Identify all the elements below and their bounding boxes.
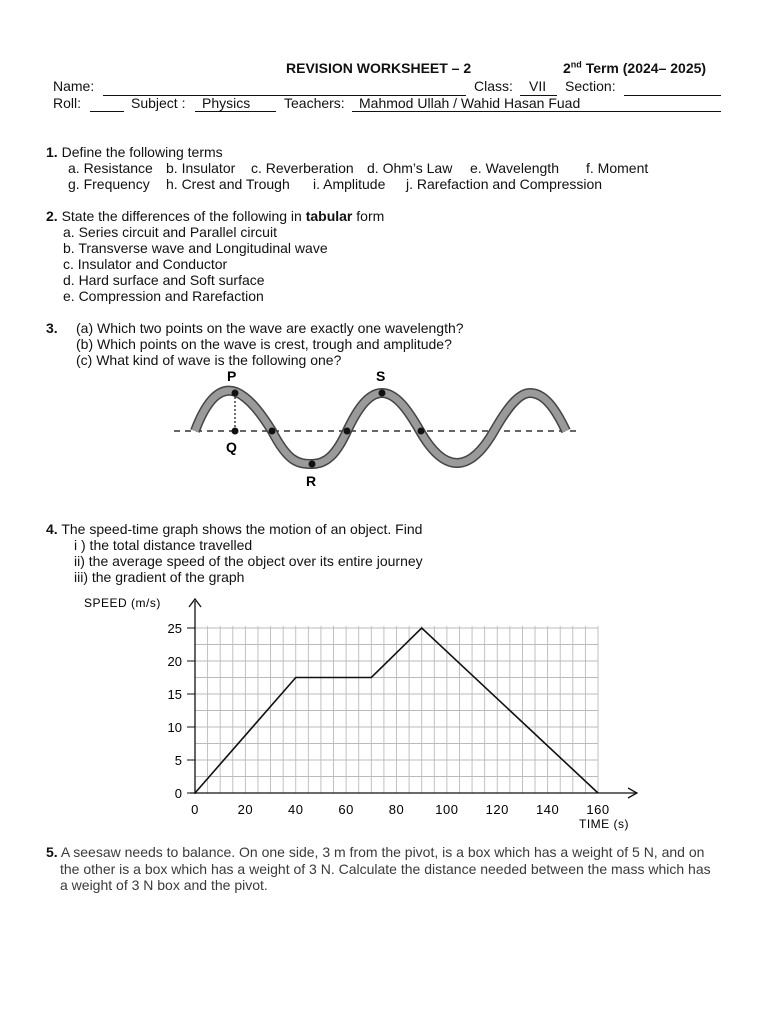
x-tick-label: 20 [237, 802, 254, 817]
teachers-label: Teachers: [284, 95, 345, 111]
q4-items [74, 537, 423, 585]
q2-items [63, 224, 328, 304]
x-tick-label: 120 [485, 802, 509, 817]
speed-time-graph [0, 588, 768, 833]
q2-item-e: e. Compression and Rarefaction [63, 288, 264, 304]
term-superscript: nd [570, 59, 582, 70]
question-2 [46, 208, 384, 224]
q4-item-ii: ii) the average speed of the object over its entire journey [74, 553, 423, 569]
section-line [624, 95, 721, 96]
wave-ribbon [195, 391, 566, 464]
q4-item-i: i ) the total distance travelled [74, 537, 253, 553]
node-point-1 [269, 428, 276, 435]
x-tick-label: 160 [586, 802, 610, 817]
y-tick-label: 5 [174, 753, 182, 768]
y-tick-label: 10 [167, 720, 182, 735]
q1-number: 1. [46, 144, 58, 160]
x-tick-label: 140 [536, 802, 560, 817]
x-tick-label: 100 [435, 802, 459, 817]
q1-term-e: e. Wavelength [470, 160, 559, 176]
q4-prompt: The speed-time graph shows the motion of an object. Find [61, 521, 423, 537]
label-p: P [227, 368, 237, 384]
roll-line [90, 111, 124, 112]
label-q: Q [226, 439, 237, 455]
q2-item-a: a. Series circuit and Parallel circuit [63, 224, 277, 240]
subject-label: Subject : [131, 95, 186, 111]
roll-label: Roll: [53, 95, 82, 111]
y-tick-label: 25 [167, 621, 182, 636]
x-tick-label: 80 [388, 802, 405, 817]
y-axis-label: SPEED (m/s) [84, 596, 161, 610]
question-4 [46, 521, 422, 537]
q5-number: 5. [46, 844, 58, 860]
q1-term-a: a. Resistance [68, 160, 153, 176]
term-number: 2 [563, 60, 571, 76]
teachers-value: Mahmod Ullah / Wahid Hasan Fuad [359, 95, 581, 111]
term-label [563, 60, 706, 76]
subject-value: Physics [202, 95, 251, 111]
q1-term-b: b. Insulator [166, 160, 236, 176]
node-point-3 [418, 428, 425, 435]
q1-term-i: i. Amplitude [313, 176, 386, 192]
worksheet-title: REVISION WORKSHEET – 2 [286, 60, 472, 76]
class-label: Class: [474, 78, 513, 94]
x-tick-label: 40 [288, 802, 304, 817]
graph-axes [189, 599, 637, 798]
graph-ticks [168, 621, 610, 817]
subject-line [195, 111, 276, 112]
q1-term-c: c. Reverberation [251, 160, 354, 176]
name-label: Name: [53, 78, 95, 94]
point-s [379, 390, 386, 397]
q1-term-d: d. Ohm’s Law [367, 160, 453, 176]
q1-term-f: f. Moment [586, 160, 649, 176]
q2-item-d: d. Hard surface and Soft surface [63, 272, 265, 288]
x-tick-label: 0 [191, 802, 199, 817]
x-axis-label: TIME (s) [579, 817, 629, 831]
x-tick-label: 60 [338, 802, 354, 817]
q1-prompt: Define the following terms [61, 144, 223, 160]
point-r [309, 461, 316, 468]
q5-line-1: A seesaw needs to balance. On one side, 3 m from the pivot, is a box which has a weight of 5 N, and on [60, 844, 705, 860]
q2-item-c: c. Insulator and Conductor [63, 256, 228, 272]
term-text: Term (2024– 2025) [585, 60, 707, 76]
y-tick-label: 15 [167, 687, 182, 702]
q3-item-a: (a) Which two points on the wave are exactly one wavelength? [76, 320, 464, 336]
label-s: S [376, 368, 386, 384]
wave-diagram [0, 360, 768, 495]
q5-line-3: a weight of 3 N box and the pivot. [60, 877, 268, 893]
section-label: Section: [565, 78, 616, 94]
question-1 [46, 144, 223, 160]
q2-prompt-post: form [356, 208, 385, 224]
q2-item-b: b. Transverse wave and Longitudinal wave [63, 240, 328, 256]
y-tick-label: 20 [167, 654, 182, 669]
q3-item-b: (b) Which points on the wave is crest, trough and amplitude? [76, 336, 452, 352]
q1-term-h: h. Crest and Trough [166, 176, 290, 192]
q5-line-2: the other is a box which has a weight of 3 N. Calculate the distance needed between the mass which has [60, 860, 711, 877]
point-p [232, 390, 239, 397]
q2-number: 2. [46, 208, 58, 224]
q4-number: 4. [46, 521, 58, 537]
q1-term-j: j. Rarefaction and Compression [406, 176, 603, 192]
q3-item-c: (c) What kind of wave is the following one? [76, 352, 342, 368]
q4-item-iii: iii) the gradient of the graph [74, 569, 245, 585]
label-r: R [306, 473, 317, 489]
question-5 [46, 844, 711, 894]
point-q [232, 428, 239, 435]
q2-prompt-pre: State the differences of the following in [61, 208, 302, 224]
q2-prompt-bold: tabular [305, 208, 353, 224]
class-value: VII [529, 78, 547, 94]
q3-number: 3. [46, 320, 58, 336]
q1-term-g: g. Frequency [68, 176, 150, 192]
y-tick-label: 0 [174, 786, 182, 801]
teachers-line [352, 111, 721, 112]
graph-grid [195, 626, 598, 793]
node-point-2 [344, 428, 351, 435]
